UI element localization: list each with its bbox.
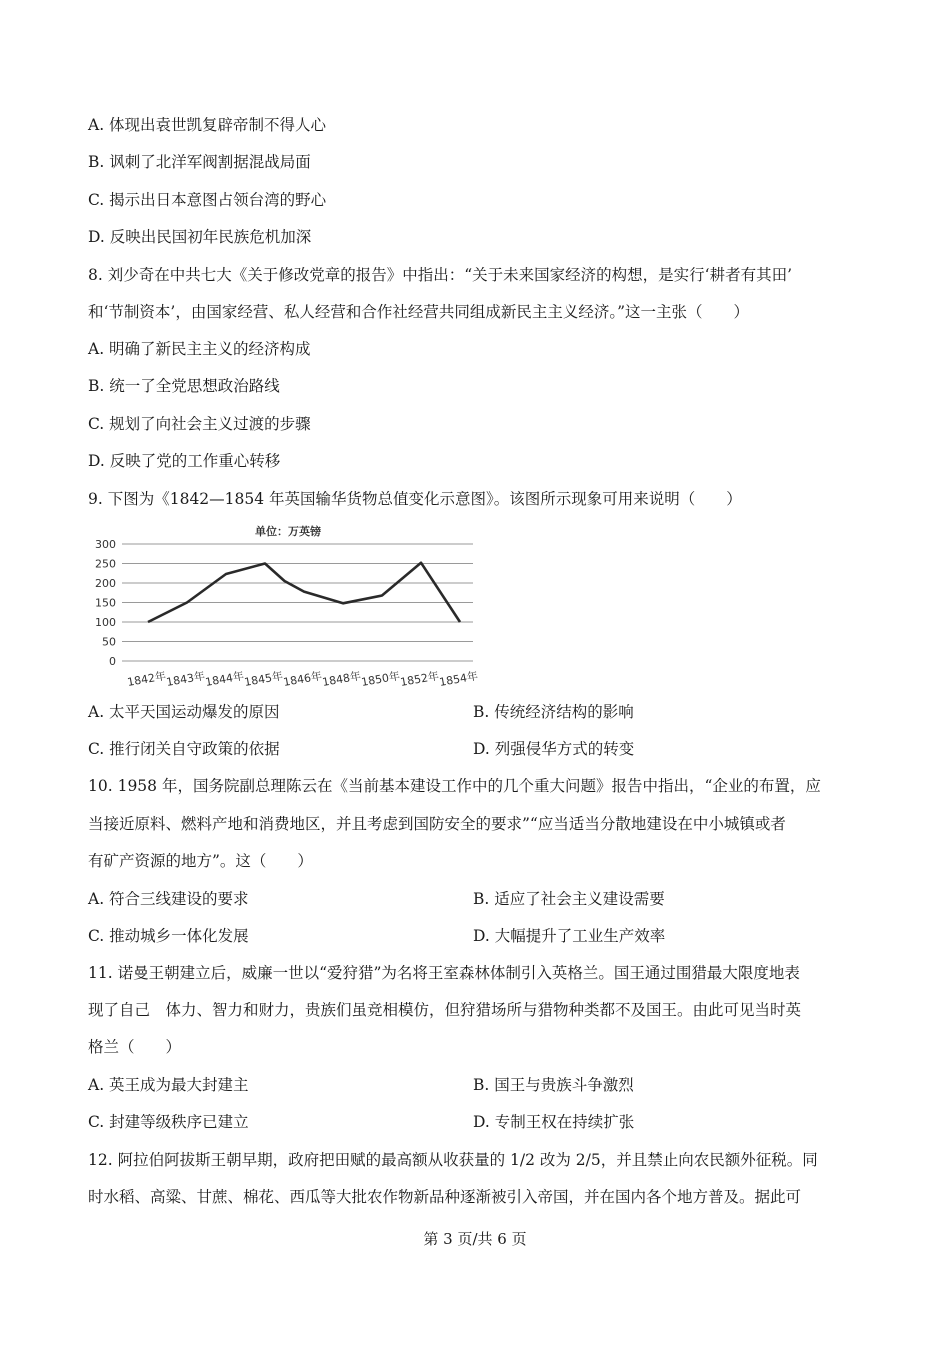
x-tick-label: 1845年: [243, 669, 284, 689]
q7-option-a: A. 体现出袁世凯复辟帝制不得人心: [88, 116, 327, 134]
q9-option-a: A. 太平天国运动爆发的原因: [88, 703, 280, 721]
q9-option-c: C. 推行闭关自守政策的依据: [88, 740, 280, 758]
q10-option-b: B. 适应了社会主义建设需要: [473, 890, 665, 908]
q10-option-a: A. 符合三线建设的要求: [88, 890, 249, 908]
y-tick-label: 300: [95, 538, 116, 551]
q8-option-a: A. 明确了新民主主义的经济构成: [88, 340, 311, 358]
y-tick-label: 200: [95, 577, 116, 590]
q11-option-d: D. 专制王权在持续扩张: [473, 1113, 635, 1131]
q7-option-c: C. 揭示出日本意图占领台湾的野心: [88, 191, 327, 209]
series-line: [148, 563, 460, 622]
x-tick-label: 1846年: [282, 669, 323, 689]
page-number: 第 3 页/共 6 页: [423, 1230, 527, 1248]
q7-option-b: B. 讽刺了北洋军阀割据混战局面: [88, 153, 311, 171]
y-tick-label: 150: [95, 596, 116, 610]
x-tick-label: 1848年: [321, 669, 362, 689]
q8-option-c: C. 规划了向社会主义过渡的步骤: [88, 415, 311, 433]
q12-stem-line-2: 时水稻、高粱、甘蔗、棉花、西瓜等大批农作物新品种逐渐被引入帝国，并在国内各个地方普及。据此可: [88, 1188, 802, 1206]
q11-option-b: B. 国王与贵族斗争激烈: [473, 1076, 634, 1094]
q10-option-c: C. 推动城乡一体化发展: [88, 927, 249, 945]
y-tick-label: 50: [102, 635, 116, 649]
q9-option-d: D. 列强侵华方式的转变: [473, 740, 635, 758]
q12-stem-line-1: 12. 阿拉伯阿拔斯王朝早期，政府把田赋的最高额从收获量的 1/2 改为 2/5，并且禁止向农民额外征税。同: [88, 1151, 818, 1169]
q8-stem-line-2: 和‘节制资本’，由国家经营、私人经营和合作社经营共同组成新民主主义经济。”这一主张（ ）: [88, 303, 750, 321]
q7-option-d: D. 反映出民国初年民族危机加深: [88, 228, 312, 246]
q10-option-d: D. 大幅提升了工业生产效率: [473, 927, 666, 945]
y-tick-label: 250: [95, 557, 116, 571]
x-tick-label: 1843年: [165, 669, 206, 689]
y-tick-label: 100: [95, 616, 116, 629]
q11-stem-line-1: 11. 诺曼王朝建立后，威廉一世以“爱狩猎”为名将王室森林体制引入英格兰。国王通过围猎最大限度地表: [88, 964, 800, 982]
q8-option-d: D. 反映了党的工作重心转移: [88, 452, 281, 470]
trade-value-line-chart: [88, 518, 488, 693]
x-tick-label: 1844年: [204, 669, 245, 689]
q9-stem: 9. 下图为《1842—1854 年英国输华货物总值变化示意图》。该图所示现象可用来说明（ ）: [88, 490, 742, 508]
y-tick-label: 0: [109, 655, 116, 668]
q11-stem-line-3: 格兰（ ）: [88, 1038, 182, 1056]
q10-stem-line-3: 有矿产资源的地方”。这（ ）: [88, 852, 313, 870]
q11-stem-line-2: 现了自己 体力、智力和财力，贵族们虽竞相模仿，但狩猎场所与猎物种类都不及国王。由此可见当时英: [88, 1001, 802, 1019]
x-tick-label: 1842年: [126, 669, 167, 689]
q8-option-b: B. 统一了全党思想政治路线: [88, 377, 280, 395]
q11-option-a: A. 英王成为最大封建主: [88, 1076, 249, 1094]
q9-option-b: B. 传统经济结构的影响: [473, 703, 634, 721]
x-tick-label: 1852年: [399, 669, 440, 689]
chart-title: 单位：万英镑: [255, 525, 321, 538]
x-tick-label: 1854年: [438, 669, 479, 689]
q10-stem-line-1: 10. 1958 年，国务院副总理陈云在《当前基本建设工作中的几个重大问题》报告中指出，“企业的布置，应: [88, 777, 821, 795]
q11-option-c: C. 封建等级秩序已建立: [88, 1113, 249, 1131]
x-tick-label: 1850年: [360, 669, 401, 689]
q10-stem-line-2: 当接近原料、燃料产地和消费地区，并且考虑到国防安全的要求”“应当适当分散地建设在中小城镇或者: [88, 815, 786, 833]
q8-stem-line-1: 8. 刘少奇在中共七大《关于修改党章的报告》中指出：“关于未来国家经济的构想，是实行‘耕者有其田’: [88, 266, 792, 284]
